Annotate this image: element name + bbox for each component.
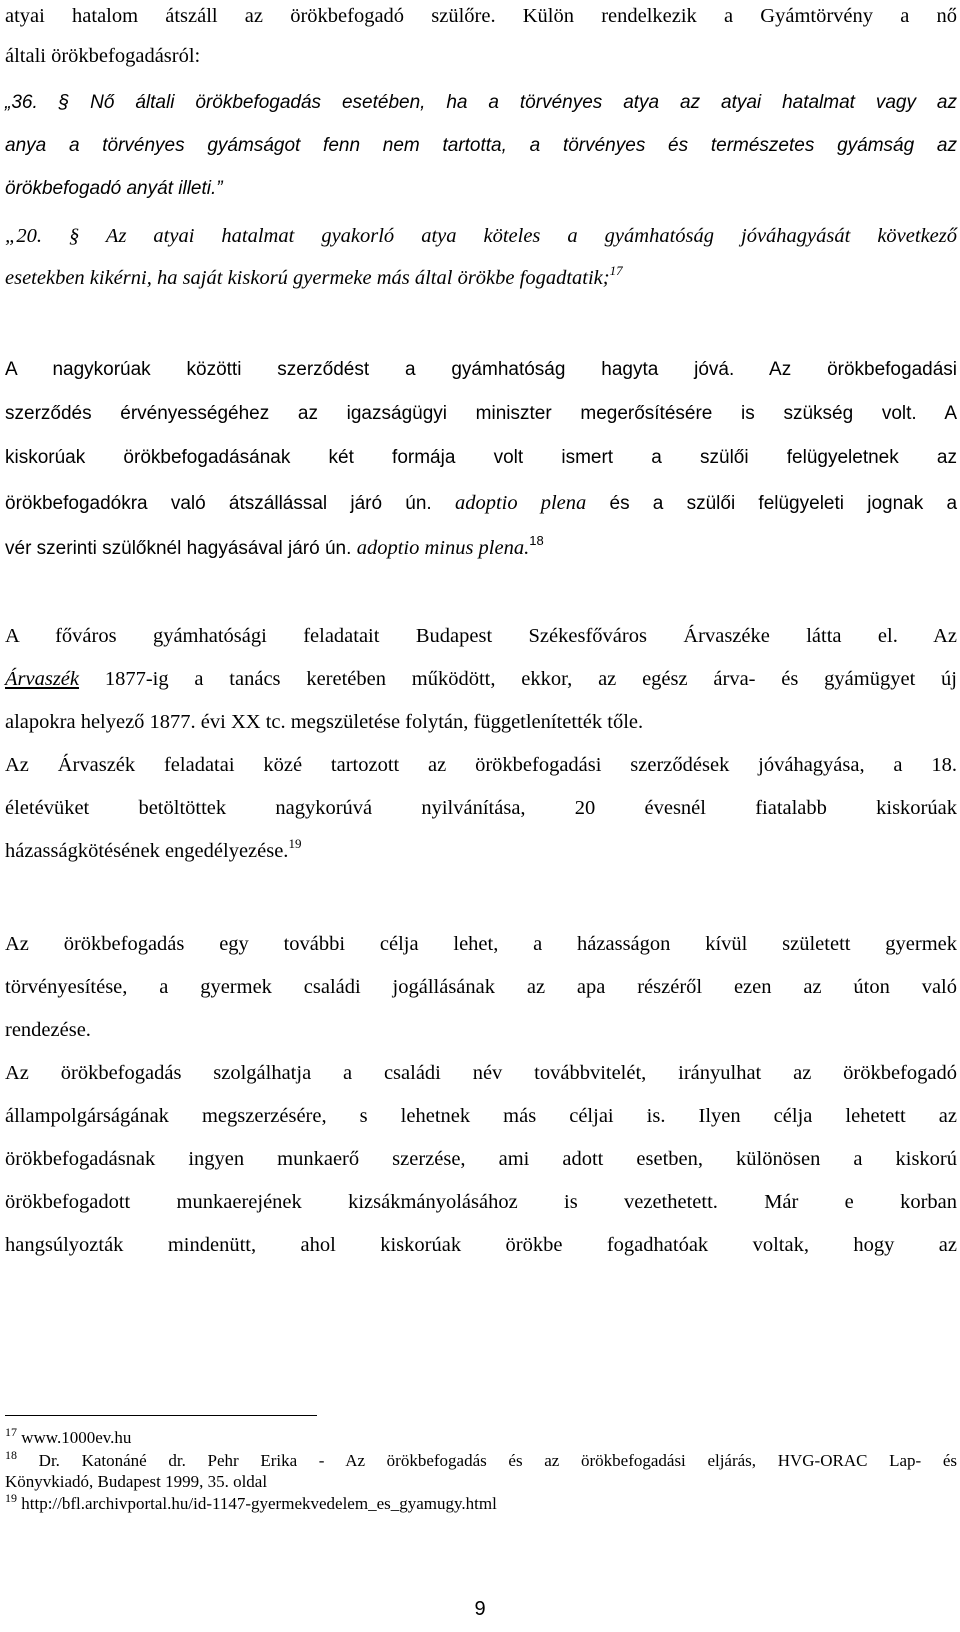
quote-line: esetekben kikérni, ha saját kiskorú gyermeke más által örökbe fogadtatik;$^{17}$	[5, 263, 623, 289]
text-line: általi örökbefogadásról:	[5, 45, 201, 67]
quote-line: „36. § Nő általi örökbefogadás esetében, ha a törvényes atya az atyai hatalmat vagy az	[5, 92, 957, 113]
quote-line: anya a törvényes gyámságot fenn nem tartotta, a törvényes és természetes gyámság az	[5, 135, 957, 156]
page-number: 9	[474, 1598, 486, 1620]
text-line: életévüket betöltöttek nagykorúvá nyilvánítása, 20 évesnél fiatalabb kiskorúak	[5, 797, 957, 819]
text-line: Az Árvaszék feladatai közé tartozott az örökbefogadási szerződések jóváhagyása, a 18.	[5, 754, 957, 776]
text-line: A főváros gyámhatósági feladatait Budapest Székesfőváros Árvaszéke látta el. Az	[5, 625, 957, 647]
footnote-19: $^{19}$ http://bfl.archivportal.hu/id-1147-gyermekvedelem_es_gyamugy.html	[5, 1491, 497, 1513]
footnote-ref: 18	[529, 533, 544, 548]
text-line: Az örökbefogadás egy további célja lehet, a házasságon kívül született gyermek	[5, 933, 957, 955]
footnote-18: $^{18}$ Dr. Katonáné dr. Pehr Erika - Az örökbefogadás és az örökbefogadási eljárás, HVG-ORAC Lap- és	[5, 1448, 958, 1470]
text-line: állampolgárságának megszerzésére, s lehetnek más céljai is. Ilyen célja lehetett az	[5, 1105, 957, 1127]
footnote-17: $^{17}$ www.1000ev.hu	[5, 1425, 132, 1447]
text-line: alapokra helyező 1877. évi XX tc. megszületése folytán, függetlenítették tőle.	[5, 711, 644, 733]
text-line: házasságkötésének engedélyezése.$^{19}$	[5, 836, 302, 862]
text-line: vér szerinti szülőknél hagyásával járó ún. adoptio minus plena.$^{18}$	[5, 533, 544, 559]
text-line: hangsúlyozták mindenütt, ahol kiskorúak örökbe fogadhatóak voltak, hogy az	[5, 1234, 957, 1256]
text-line: törvényesítése, a gyermek családi jogállásának az apa részéről ezen az úton való	[5, 976, 957, 998]
text-line: Árvaszék 1877-ig a tanács keretében működött, ekkor, az egész árva- és gyámügyet új	[5, 668, 958, 690]
footnote-ref: 19	[288, 836, 302, 851]
quote-line: „20. § Az atyai hatalmat gyakorló atya köteles a gyámhatóság jóváhagyását következő	[5, 225, 957, 247]
text-line: rendezése.	[5, 1019, 91, 1041]
footnote-ref: 17	[609, 263, 623, 278]
text-line: kiskorúak örökbefogadásának két formája volt ismert a szülői felügyeletnek az	[5, 447, 957, 468]
text-line: atyai hatalom átszáll az örökbefogadó szülőre. Külön rendelkezik a Gyámtörvény a nő	[5, 5, 957, 27]
text-line: A nagykorúak közötti szerződést a gyámhatóság hagyta jóvá. Az örökbefogadási	[5, 359, 957, 380]
text-line: örökbefogadott munkaerejének kizsákmányolásához is vezethetett. Már e korban	[5, 1191, 957, 1213]
quote-line: örökbefogadó anyát illeti.”	[5, 178, 223, 199]
text-line: szerződés érvényességéhez az igazságügyi miniszter megerősítésére is szükség volt. A	[5, 403, 957, 424]
text-line: örökbefogadásnak ingyen munkaerő szerzése, ami adott esetben, különösen a kiskorú	[5, 1148, 957, 1170]
footnote-separator	[5, 1415, 317, 1416]
text-line: Az örökbefogadás szolgálhatja a családi név továbbvitelét, irányulhat az örökbefogadó	[5, 1062, 957, 1084]
text-line: örökbefogadókra való átszállással járó ún. adoptio plena és a szülői felügyeleti jognak a	[5, 492, 958, 514]
footnote-18-cont: Könyvkiadó, Budapest 1999, 35. oldal	[5, 1472, 268, 1491]
